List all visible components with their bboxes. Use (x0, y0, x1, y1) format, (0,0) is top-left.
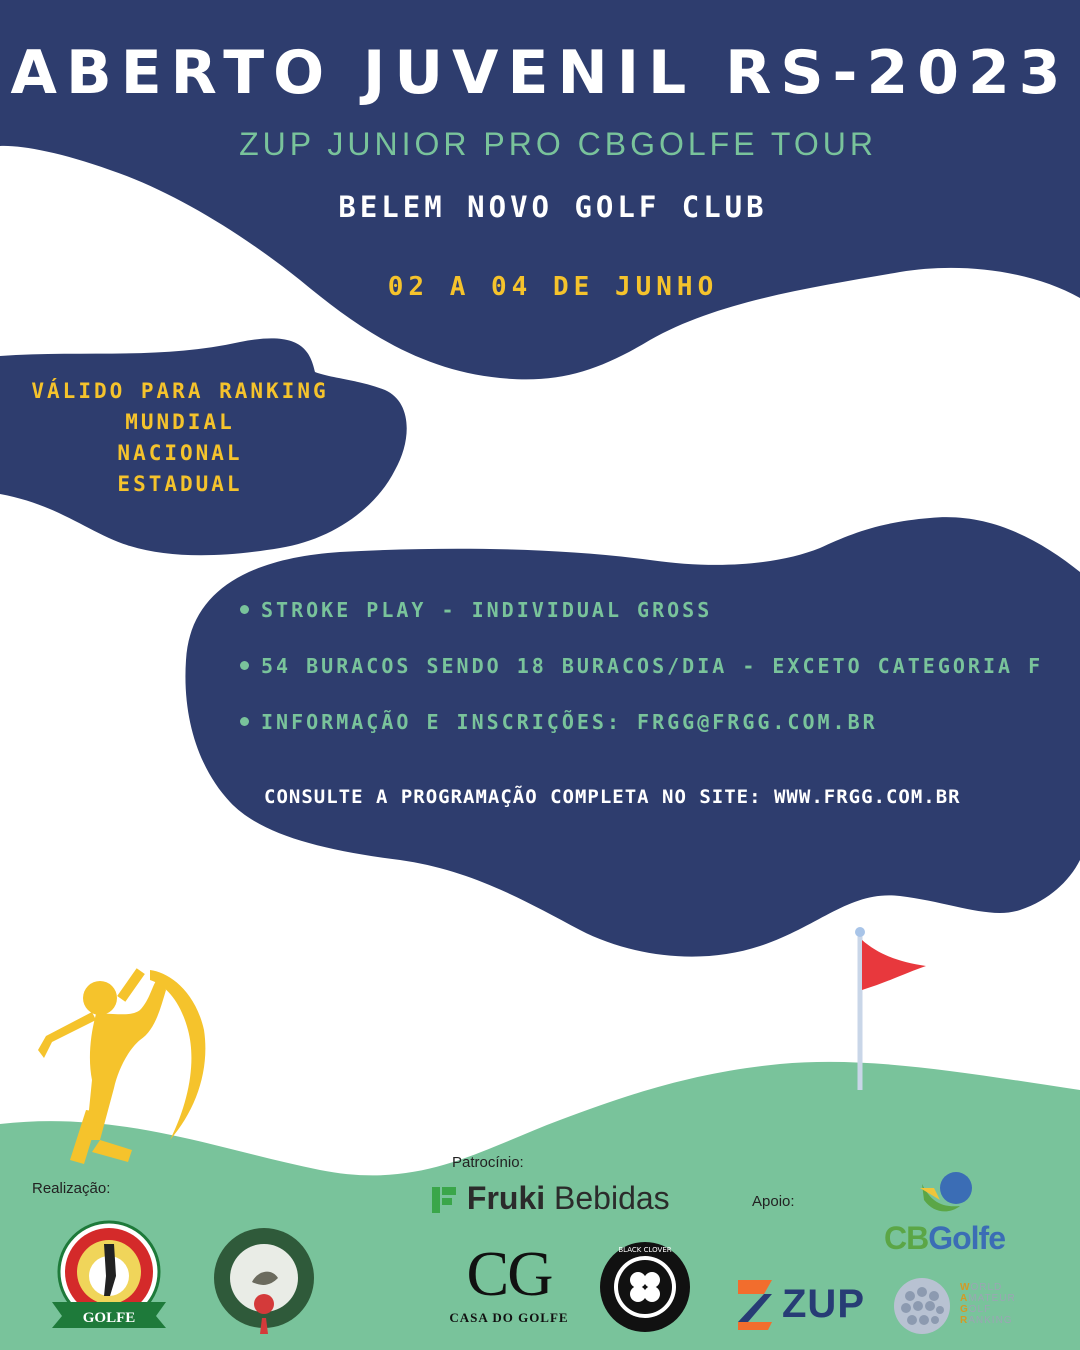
patrocinio-label: Patrocínio: (452, 1154, 524, 1171)
flag-red-icon (862, 940, 926, 990)
wagr-globe-icon (892, 1276, 952, 1336)
frgg-logo (44, 1216, 174, 1334)
cbgolfe-golfe: Golfe (928, 1220, 1005, 1256)
consult-text: CONSULTE A PROGRAMAÇÃO COMPLETA NO SITE: WWW.FRGG.COM.BR (264, 786, 961, 808)
zup-mark-icon (734, 1272, 778, 1336)
bullet-icon (240, 605, 249, 614)
apoio-label: Apoio: (752, 1193, 795, 1210)
wagr-line: AMATEUR (960, 1293, 1016, 1304)
bullet-text: 54 BURACOS SENDO 18 BURACOS/DIA - EXCETO CATEGORIA F (261, 654, 1044, 678)
bullet-icon (240, 661, 249, 670)
ranking-line: VÁLIDO PARA RANKING (31, 379, 329, 403)
list-item (240, 654, 1043, 710)
ranking-line: MUNDIAL (125, 410, 235, 434)
ranking-line: ESTADUAL (117, 472, 243, 496)
fruki-mark-icon (432, 1183, 458, 1213)
ranking-line: NACIONAL (117, 441, 243, 465)
bullet-text: INFORMAÇÃO E INSCRIÇÕES: FRGG@FRGG.COM.BR (261, 710, 878, 734)
wagr-line: WORLD (960, 1282, 1003, 1293)
event-title: ABERTO JUVENIL RS-2023 (10, 38, 1070, 108)
cg-caption: CASA DO GOLFE (449, 1310, 569, 1325)
wagr-line: RANKING (960, 1315, 1013, 1326)
zup-logo: ZUP (782, 1282, 865, 1326)
bebidas-word: Bebidas (554, 1180, 670, 1216)
cbgolfe-ball-icon (920, 1170, 976, 1220)
details-list (240, 598, 1043, 766)
fruki-word: Fruki (466, 1180, 546, 1216)
black-clover-text: BLACK CLOVER (618, 1246, 672, 1254)
flag-pole-top (855, 927, 865, 937)
venue-name: BELEM NOVO GOLF CLUB (338, 190, 768, 224)
belem-novo-logo (206, 1222, 322, 1338)
cbgolfe-logo (884, 1220, 1005, 1257)
event-dates: 02 A 04 DE JUNHO (387, 272, 719, 302)
wagr-line: GOLF (960, 1304, 992, 1315)
black-clover-logo (598, 1240, 692, 1334)
realizacao-label: Realização: (32, 1180, 111, 1197)
list-item (240, 598, 1043, 654)
list-item (240, 710, 1043, 766)
wagr-logo (960, 1282, 1016, 1326)
bullet-icon (240, 717, 249, 726)
casa-do-golfe-logo (446, 1238, 572, 1326)
bullet-text: STROKE PLAY - INDIVIDUAL GROSS (261, 598, 713, 622)
cg-letters: CG (466, 1238, 552, 1309)
ranking-block (20, 376, 340, 500)
tour-subtitle: ZUP JUNIOR PRO CBGOLFE TOUR (239, 126, 877, 162)
cbgolfe-cb: CB (884, 1220, 929, 1256)
frgg-banner-text: GOLFE (82, 1310, 136, 1326)
fruki-logo (432, 1180, 670, 1217)
